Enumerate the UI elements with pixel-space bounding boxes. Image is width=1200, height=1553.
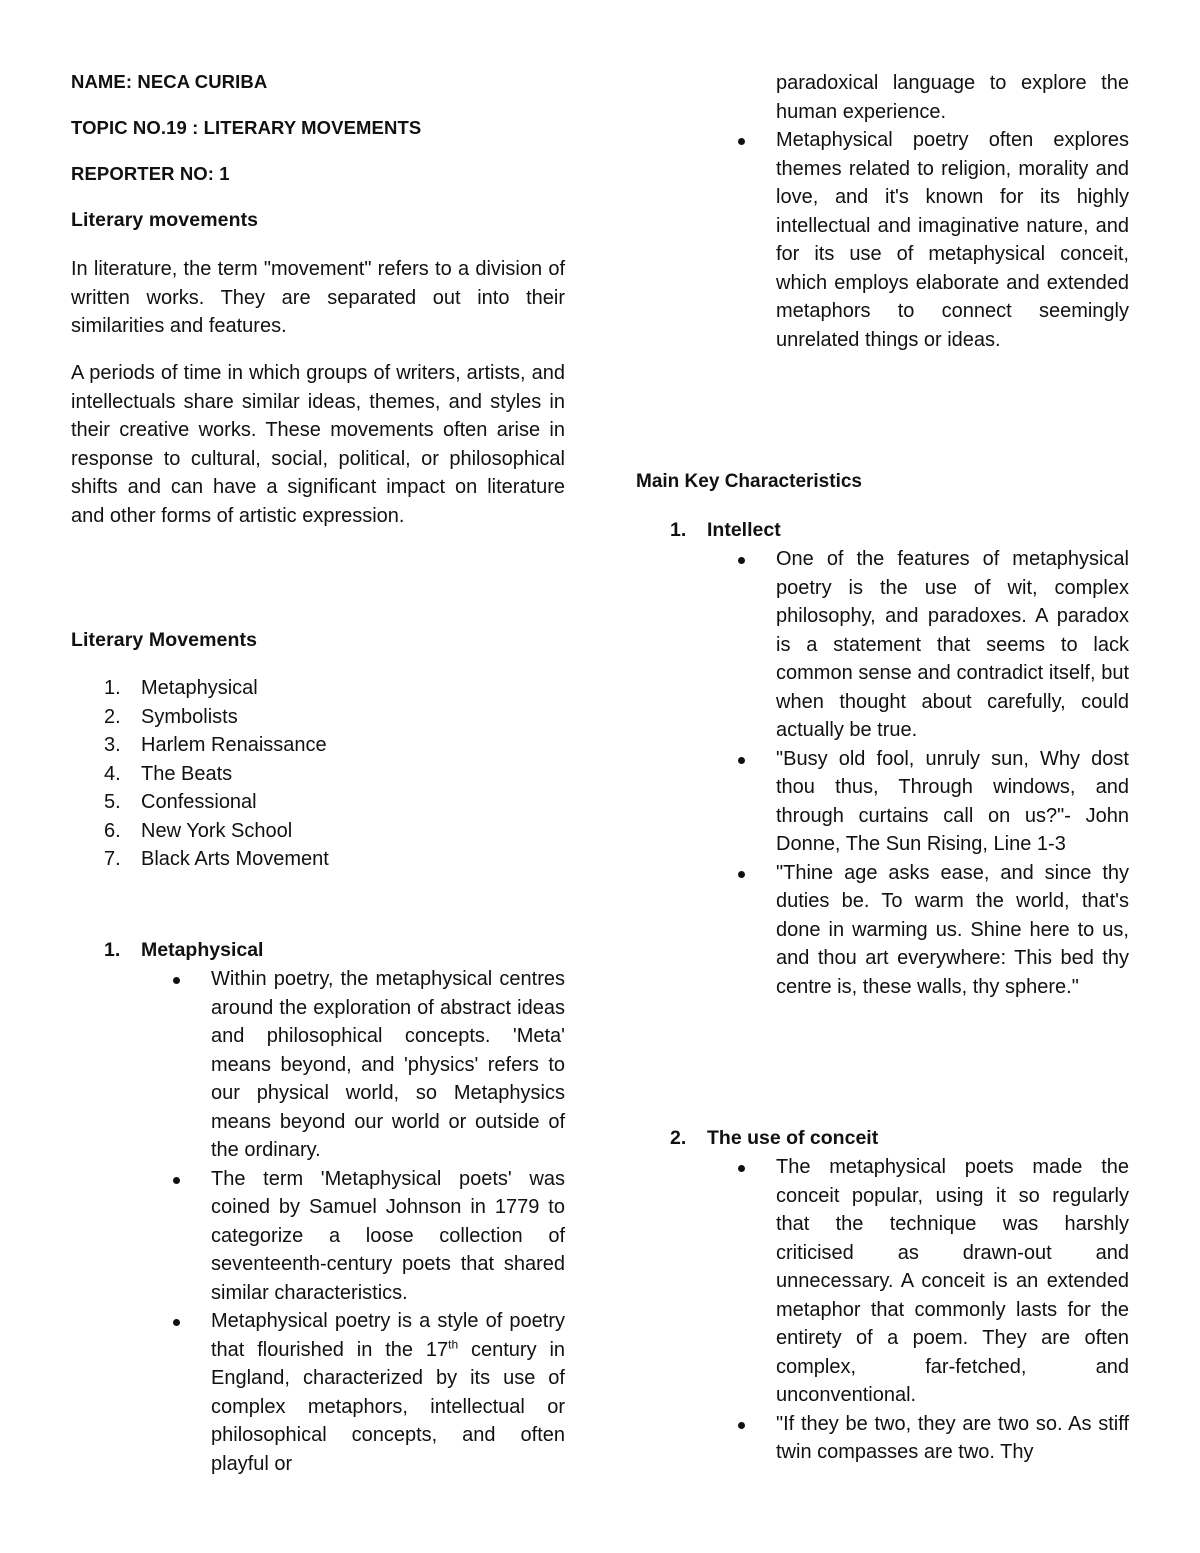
list-item: "If they be two, they are two so. As stiff twin compasses are two. Thy xyxy=(776,1410,1129,1467)
continued-bullets xyxy=(776,69,1129,354)
list-item: 5. Confessional xyxy=(104,791,257,813)
bullet-dot xyxy=(738,871,745,878)
list-item: One of the features of metaphysical poetry is the use of wit, complex philosophy, and paradoxes. A paradox is a statement that seems to lack common sense and contradict itself, but when thought about carefully, could actually be true. xyxy=(776,545,1129,745)
section-metaphysical-heading: 1. Metaphysical xyxy=(104,939,264,961)
intellect-bullets xyxy=(776,545,1129,1001)
list-item: 6. New York School xyxy=(104,819,293,842)
bullet-dot xyxy=(173,1177,180,1184)
bullet-dot xyxy=(738,1165,745,1172)
bullet-dot xyxy=(738,557,745,564)
list-item: Within poetry, the metaphysical centres around the exploration of abstract ideas and philosophical concepts. 'Meta' means beyond, and 'physics' refers to our physical world, so Metaphysics means beyond our world or outside of the ordinary. xyxy=(211,965,565,1165)
bullet-dot xyxy=(173,1319,180,1326)
bullet-dot xyxy=(738,1422,745,1429)
continued-text: paradoxical language to explore the human experience. xyxy=(776,72,1129,123)
bullet-dot xyxy=(738,757,745,764)
conceit-bullets xyxy=(776,1153,1129,1467)
list-item: "Busy old fool, unruly sun, Why dost thou thus, Through windows, and through curtains call on us?"- John Donne, The Sun Rising, Line 1-3 xyxy=(776,745,1129,859)
list-item: The metaphysical poets made the conceit popular, using it so regularly that the technique was harshly criticised as drawn-out and unnecessary. A conceit is an extended metaphor that commonly lasts for the entirety of a poem. They are often complex, far-fetched, and unconventional. xyxy=(776,1153,1129,1410)
list-item: 4. The Beats xyxy=(104,762,233,785)
topic-line: TOPIC NO.19 : LITERARY MOVEMENTS xyxy=(71,117,422,138)
bullet-dot xyxy=(173,977,180,984)
heading-movements-list: Literary Movements xyxy=(71,629,258,651)
characteristic-conceit-heading: 2. The use of conceit xyxy=(670,1127,879,1149)
intro-paragraph: In literature, the term "movement" refers to a division of written works. They are separated out into their similarities and features. xyxy=(71,258,565,337)
definition-paragraph: A periods of time in which groups of writers, artists, and intellectuals share similar ideas, themes, and styles in their creative works. These movements often arise in response to cultural, social, political, or philosophical shifts and can have a significant impact on literature and other forms of artistic expression. xyxy=(71,362,565,527)
list-item: Metaphysical poetry often explores themes related to religion, morality and love, and it's known for its highly intellectual and imaginative nature, and for its use of metaphysical conceit, which employs elaborate and extended metaphors to connect seemingly unrelated things or ideas. xyxy=(776,126,1129,354)
bullet-dot xyxy=(738,138,745,145)
list-item: The term 'Metaphysical poets' was coined by Samuel Johnson in 1779 to categorize a loose collection of seventeenth-century poets that shared similar characteristics. xyxy=(211,1165,565,1308)
list-item: "Thine age asks ease, and since thy duties be. To warm the world, that's done in warming us. Shine here to us, and thou art everywhere: This bed thy centre is, these walls, thy sphere." xyxy=(776,859,1129,1002)
movements-list xyxy=(104,674,504,874)
list-item: 3. Harlem Renaissance xyxy=(104,734,327,756)
list-item: 2. Symbolists xyxy=(104,705,238,728)
heading-literary-movements: Literary movements xyxy=(71,209,259,231)
list-item: Metaphysical poetry is a style of poetry that flourished in the 17th century in England, characterized by its use of complex metaphors, intellectual or philosophical concepts, and often playful or xyxy=(211,1307,565,1478)
list-item: 7. Black Arts Movement xyxy=(104,848,329,870)
student-name: NAME: NECA CURIBA xyxy=(71,71,268,92)
heading-main-characteristics: Main Key Characteristics xyxy=(636,471,862,492)
characteristic-intellect-heading: 1. Intellect xyxy=(670,519,781,541)
list-item: 1. Metaphysical xyxy=(104,677,258,699)
metaphysical-bullets xyxy=(211,965,565,1478)
reporter-line: REPORTER NO: 1 xyxy=(71,163,230,184)
